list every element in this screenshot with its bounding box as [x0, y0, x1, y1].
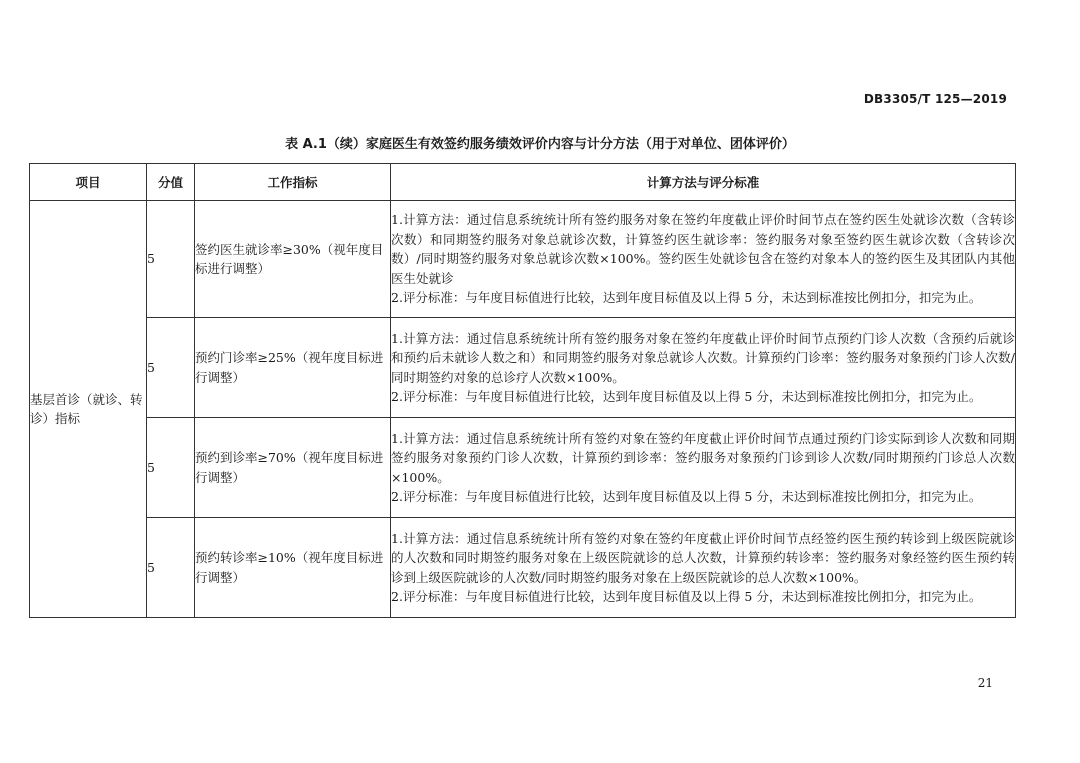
header-method: 计算方法与评分标准 — [391, 164, 1016, 201]
score-cell: 5 — [147, 318, 195, 418]
table-header-row — [30, 164, 1016, 201]
table-title: 表 A.1（续）家庭医生有效签约服务绩效评价内容与计分方法（用于对单位、团体评价） — [285, 137, 795, 152]
indicator-cell: 预约转诊率≥10%（视年度目标进行调整） — [195, 518, 391, 618]
table-row — [30, 518, 1016, 618]
method-text: 1.计算方法：通过信息系统统计所有签约对象在签约年度截止评价时间节点通过预约门诊实际到诊人次数和同期签约服务对象预约门诊人次数，计算预约到诊率：签约服务对象预约门诊到诊人次数/同时期预约门诊总人次数×100%。 2.评分标准：与年度目标值进行比较，达到年度目标值及以上得 5 分，未达到标准按比例扣分，扣完为止。 — [391, 430, 1015, 504]
page-number: 21 — [977, 676, 993, 690]
evaluation-table — [29, 163, 1016, 618]
method-text: 1.计算方法：通过信息系统统计所有签约对象在签约年度截止评价时间节点经签约医生预约转诊到上级医院就诊的人次数和同时期签约服务对象在上级医院就诊的总人次数，计算预约转诊率：签约服务对象经签约医生预约转诊到上级医院就诊的人次数/同时期签约服务对象在上级医院就诊的总人次数×100%。 2.评分标准：与年度目标值进行比较，达到年度目标值及以上得 5 分，未达到标准按比例扣分，扣完为止。 — [391, 530, 1015, 604]
indicator-cell: 预约门诊率≥25%（视年度目标进行调整） — [195, 318, 391, 418]
indicator-cell: 签约医生就诊率≥30%（视年度目标进行调整） — [195, 201, 391, 318]
standard-code: DB3305/T 125—2019 — [863, 92, 1007, 106]
method-cell — [391, 518, 1016, 618]
header-indicator: 工作指标 — [195, 164, 391, 201]
score-cell: 5 — [147, 418, 195, 518]
method-text: 1.计算方法：通过信息系统统计所有签约服务对象在签约年度截止评价时间节点预约门诊人次数（含预约后就诊和预约后未就诊人数之和）和同期签约服务对象总就诊人次数。计算预约门诊率：签约服务对象预约门诊人次数/同时期签约对象的总诊疗人次数×100%。 2.评分标准：与年度目标值进行比较，达到年度目标值及以上得 5 分，未达到标准按比例扣分，扣完为止。 — [391, 330, 1015, 404]
table-row — [30, 418, 1016, 518]
score-cell: 5 — [147, 518, 195, 618]
score-cell: 5 — [147, 201, 195, 318]
indicator-cell: 预约到诊率≥70%（视年度目标进行调整） — [195, 418, 391, 518]
header-item: 项目 — [30, 164, 147, 201]
method-cell — [391, 318, 1016, 418]
header-score: 分值 — [147, 164, 195, 201]
table-row — [30, 201, 1016, 318]
method-cell — [391, 201, 1016, 318]
method-cell — [391, 418, 1016, 518]
method-text: 1.计算方法：通过信息系统统计所有签约服务对象在签约年度截止评价时间节点在签约医生处就诊次数（含转诊次数）和同期签约服务对象总就诊次数，计算签约医生就诊率：签约服务对象至签约医生就诊次数（含转诊次数）/同时期签约服务对象总就诊次数×100%。签约医生处就诊包含在签约对象本人的签约医生及其团队内其他医生处就诊 2.评分标准：与年度目标值进行比较，达到年度目标值及以上得 5 分，未达到标准按比例扣分，扣完为止。 — [391, 212, 1015, 306]
table-row — [30, 318, 1016, 418]
item-cell: 基层首诊（就诊、转诊）指标 — [30, 201, 147, 618]
